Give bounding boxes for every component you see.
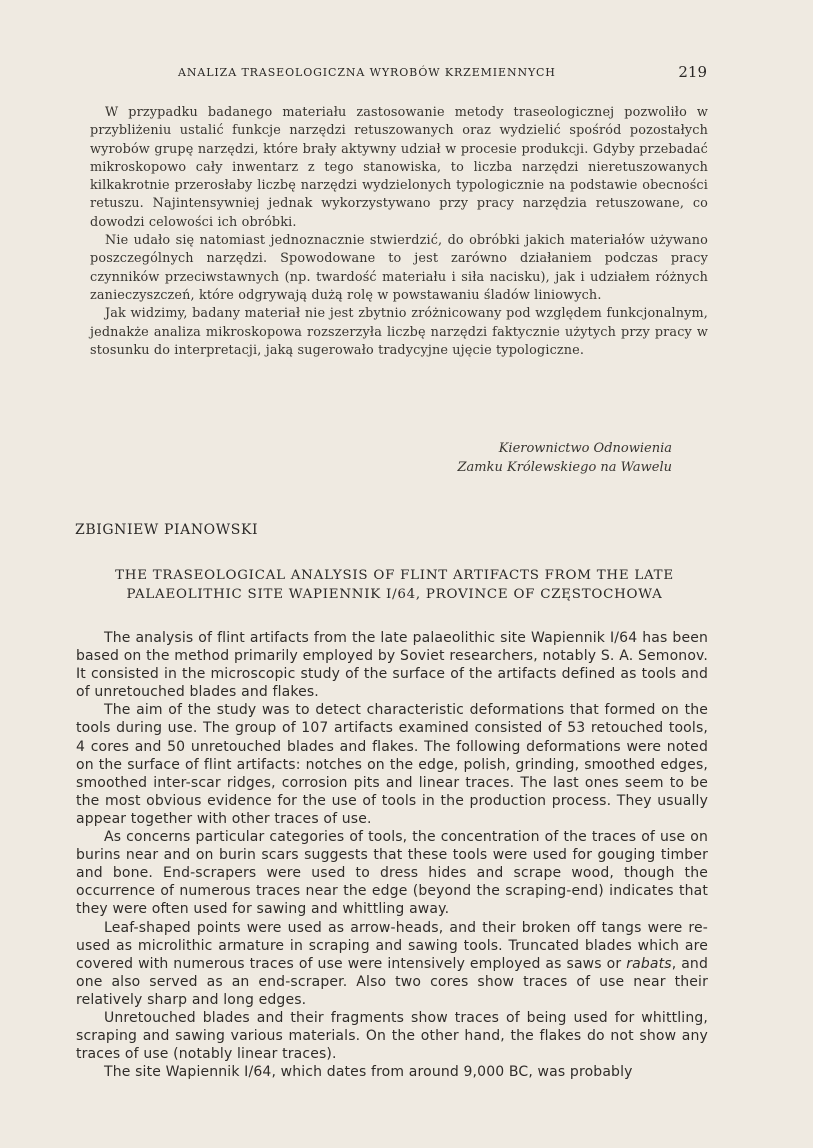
signature-line: Zamku Królewskiego na Wawelu: [457, 459, 672, 475]
paragraph: As concerns particular categories of tools, the concentration of the traces of use on burins near and on burin scars suggests that these tools were used for gouging timber and bone. End-scrapers were used to dress hides and scrape wood, though the occurrence of numerous traces near the edge (beyond the scraping-end) indicates that they were often used for sawing and whittling away.: [76, 829, 708, 918]
running-head: ANALIZA TRASEOLOGICZNA WYROBÓW KRZEMIENNYCH: [178, 66, 556, 79]
paragraph: Unretouched blades and their fragments show traces of being used for whittling, scraping and sawing various materials. On the other hand, the flakes do not show any traces of use (notably linear traces).: [76, 1009, 708, 1063]
signature-block: [410, 440, 672, 477]
signature-line: Kierownictwo Odnowienia: [498, 441, 672, 456]
paragraph: Nie udało się natomiast jednoznacznie stwierdzić, do obróbki jakich materiałów używano poszczególnych narzędzi. Spowodowane to jest zarówno działaniem podczas pracy czynników przeciwstawnych (np. twardość materiału i siła nacisku), jak i udziałem różnych zanieczyszczeń, które odgrywają dużą rolę w powstawaniu śladów liniowych.: [90, 233, 708, 303]
page-number: 219: [678, 63, 707, 81]
text-run: , and one also served as an end-scraper. Also two cores show traces of use near their relatively sharp and long edges.: [76, 955, 708, 1008]
paragraph: [76, 919, 708, 1009]
paragraph: Jak widzimy, badany materiał nie jest zbytnio zróżnicowany pod względem funkcjonalnym, jednakże analiza mikroskopowa rozszerzyła liczbę narzędzi faktycznie użytych przy pracy w stosunku do interpretacji, jaką sugerowało tradycyjne ujęcie typologiczne.: [90, 306, 708, 358]
polish-text-block: [90, 104, 708, 360]
paragraph: The aim of the study was to detect characteristic deformations that formed on the tools during use. The group of 107 artifacts examined consisted of 53 retouched tools, 4 cores and 50 unretouched blades and flakes. The following deformations were noted on the surface of flint artifacts: notches on the edge, polish, grinding, smoothed edges, smoothed inter-scar ridges, corrosion pits and linear traces. The last ones seem to be the most obvious evidence for the use of tools in the production process. They usually appear together with other traces of use.: [76, 702, 708, 827]
paragraph: W przypadku badanego materiału zastosowanie metody traseologicznej pozwoliło w przybliżeniu ustalić funkcje narzędzi retuszowanych oraz wydzielić spośród pozostałych wyrobów grupę narzędzi, które brały aktywny udział w procesie produkcji. Gdyby przebadać mikroskopowo cały inwentarz z tego stanowiska, to liczba narzędzi nieretuszowanych kilkakrotnie przerosłaby liczbę narzędzi wydzielonych typologicznie na podstawie obecności retuszu. Najintensywniej jednak wykorzystywano przy pracy narzędzia retuszowane, co dowodzi celowości ich obróbki.: [90, 105, 708, 230]
paragraph: The analysis of flint artifacts from the late palaeolithic site Wapiennik I/64 has been based on the method primarily employed by Soviet researchers, notably S. A. Semonov. It consisted in the microscopic study of the surface of the artifacts defined as tools and of unretouched blades and flakes.: [76, 630, 708, 701]
text-run: Leaf-shaped points were used as arrow-heads, and their broken off tangs were re-used as microlithic armature in scraping and sawing tools. Truncated blades which are covered with numerous traces of use were intensively employed as saws or: [76, 919, 708, 972]
italic-term: rabats: [626, 955, 672, 972]
article-title: THE TRASEOLOGICAL ANALYSIS OF FLINT ARTIFACTS FROM THE LATE PALAEOLITHIC SITE WAPIENNIK I/64, PROVINCE OF CZĘSTOCHOWA: [115, 568, 674, 602]
page-header: [178, 63, 712, 83]
english-summary: [76, 629, 708, 1081]
paragraph: The site Wapiennik I/64, which dates from around 9,000 BC, was probably: [104, 1064, 633, 1081]
author-name: ZBIGNIEW PIANOWSKI: [75, 522, 259, 538]
